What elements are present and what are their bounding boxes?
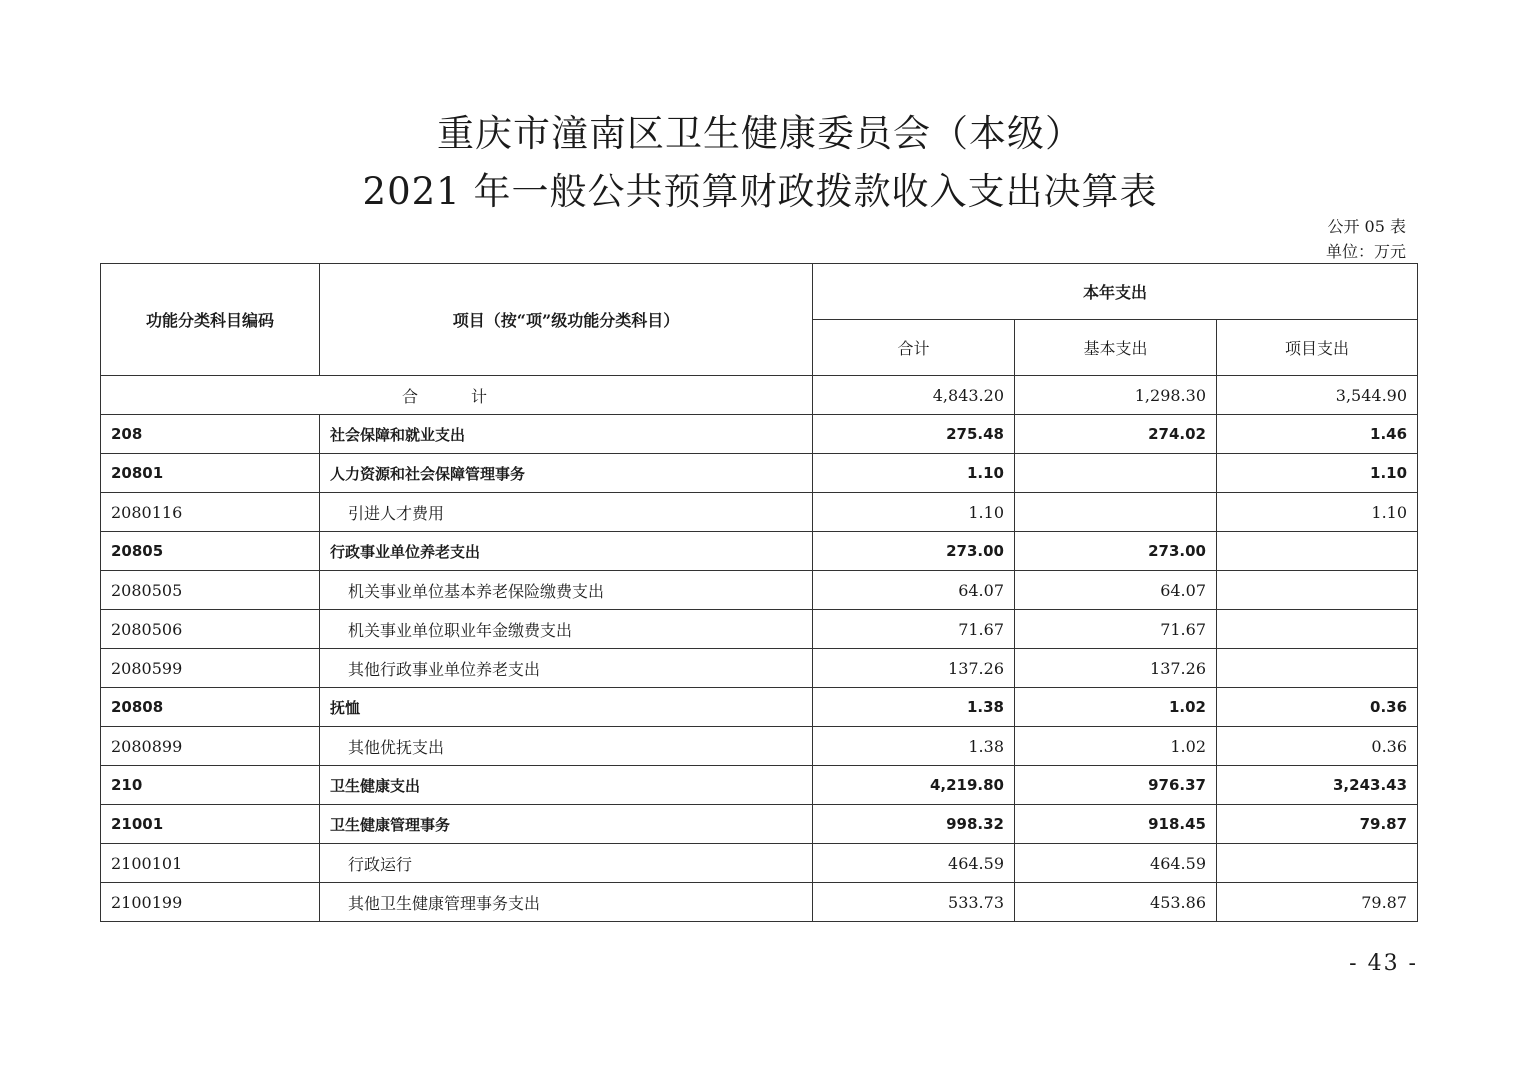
row-total: 273.00 (813, 532, 1015, 571)
row-name: 机关事业单位职业年金缴费支出 (320, 610, 813, 649)
row-name: 社会保障和就业支出 (320, 415, 813, 454)
row-project (1217, 844, 1418, 883)
document-title-line1: 重庆市潼南区卫生健康委员会（本级） (437, 112, 1083, 155)
table-row (101, 766, 1418, 805)
row-project: 79.87 (1217, 883, 1418, 922)
row-code: 2080505 (101, 571, 320, 610)
row-basic: 274.02 (1015, 415, 1217, 454)
row-code: 20808 (101, 688, 320, 727)
budget-table (100, 263, 1418, 922)
total-row (101, 376, 1418, 415)
row-basic: 1.02 (1015, 688, 1217, 727)
row-code: 21001 (101, 805, 320, 844)
table-row (101, 571, 1418, 610)
table-row (101, 532, 1418, 571)
row-code: 2080506 (101, 610, 320, 649)
unit-label: 单位：万元 (1325, 242, 1406, 261)
row-total: 998.32 (813, 805, 1015, 844)
total-label: 合 计 (101, 376, 813, 415)
row-code: 2100101 (101, 844, 320, 883)
row-name: 其他行政事业单位养老支出 (320, 649, 813, 688)
header-code: 功能分类科目编码 (101, 264, 320, 376)
page-number: - 43 - (1349, 951, 1418, 976)
row-total: 464.59 (813, 844, 1015, 883)
row-project: 0.36 (1217, 727, 1418, 766)
total-project: 3,544.90 (1217, 376, 1418, 415)
row-name: 引进人才费用 (320, 493, 813, 532)
row-project (1217, 532, 1418, 571)
row-total: 1.38 (813, 727, 1015, 766)
header-item: 项目（按“项”级功能分类科目） (320, 264, 813, 376)
table-row (101, 805, 1418, 844)
row-code: 2080599 (101, 649, 320, 688)
row-basic: 918.45 (1015, 805, 1217, 844)
table-row (101, 883, 1418, 922)
row-total: 1.10 (813, 454, 1015, 493)
row-basic: 1.02 (1015, 727, 1217, 766)
row-basic: 464.59 (1015, 844, 1217, 883)
row-total: 533.73 (813, 883, 1015, 922)
row-total: 1.38 (813, 688, 1015, 727)
row-basic: 64.07 (1015, 571, 1217, 610)
row-project: 79.87 (1217, 805, 1418, 844)
row-total: 4,219.80 (813, 766, 1015, 805)
header-group: 本年支出 (813, 264, 1418, 320)
row-name: 其他优抚支出 (320, 727, 813, 766)
table-row (101, 688, 1418, 727)
row-basic (1015, 493, 1217, 532)
row-project: 1.10 (1217, 454, 1418, 493)
row-project: 3,243.43 (1217, 766, 1418, 805)
row-code: 2080116 (101, 493, 320, 532)
header-total: 合计 (813, 320, 1015, 376)
row-total: 71.67 (813, 610, 1015, 649)
row-code: 20801 (101, 454, 320, 493)
row-total: 64.07 (813, 571, 1015, 610)
row-name: 行政事业单位养老支出 (320, 532, 813, 571)
row-project (1217, 649, 1418, 688)
row-project: 0.36 (1217, 688, 1418, 727)
row-code: 208 (101, 415, 320, 454)
row-project: 1.10 (1217, 493, 1418, 532)
header-project: 项目支出 (1217, 320, 1418, 376)
total-sum: 4,843.20 (813, 376, 1015, 415)
row-basic: 273.00 (1015, 532, 1217, 571)
row-code: 2080899 (101, 727, 320, 766)
row-total: 275.48 (813, 415, 1015, 454)
table-row (101, 415, 1418, 454)
row-project (1217, 571, 1418, 610)
row-name: 机关事业单位基本养老保险缴费支出 (320, 571, 813, 610)
row-basic: 453.86 (1015, 883, 1217, 922)
row-total: 137.26 (813, 649, 1015, 688)
row-name: 抚恤 (320, 688, 813, 727)
row-project (1217, 610, 1418, 649)
row-name: 卫生健康管理事务 (320, 805, 813, 844)
row-basic (1015, 454, 1217, 493)
row-name: 行政运行 (320, 844, 813, 883)
row-code: 210 (101, 766, 320, 805)
row-basic: 137.26 (1015, 649, 1217, 688)
row-code: 2100199 (101, 883, 320, 922)
table-row (101, 610, 1418, 649)
row-name: 卫生健康支出 (320, 766, 813, 805)
row-name: 人力资源和社会保障管理事务 (320, 454, 813, 493)
table-row (101, 649, 1418, 688)
table-row (101, 454, 1418, 493)
table-row (101, 493, 1418, 532)
row-project: 1.46 (1217, 415, 1418, 454)
row-code: 20805 (101, 532, 320, 571)
table-code: 公开 05 表 (1327, 217, 1406, 236)
document-title-line2: 2021 年一般公共预算财政拨款收入支出决算表 (362, 170, 1158, 213)
table-row (101, 727, 1418, 766)
total-basic: 1,298.30 (1015, 376, 1217, 415)
row-basic: 71.67 (1015, 610, 1217, 649)
header-basic: 基本支出 (1015, 320, 1217, 376)
table-row (101, 844, 1418, 883)
row-total: 1.10 (813, 493, 1015, 532)
row-name: 其他卫生健康管理事务支出 (320, 883, 813, 922)
row-basic: 976.37 (1015, 766, 1217, 805)
